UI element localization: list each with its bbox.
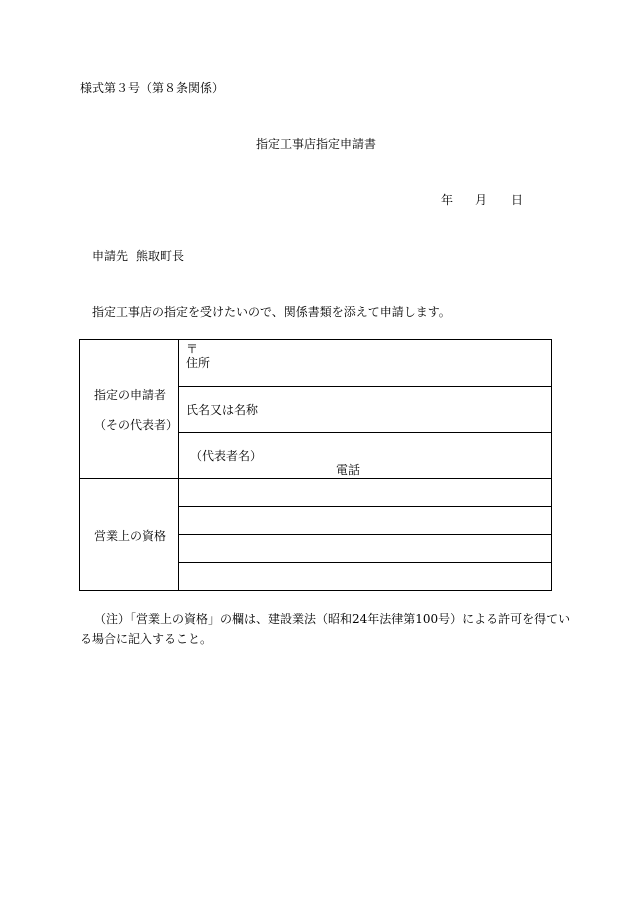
applicant-representative-label: （その代表者） bbox=[94, 418, 179, 432]
name-field-label: 氏名又は名称 bbox=[186, 403, 259, 417]
table-row-divider bbox=[178, 432, 551, 433]
recipient-value: 熊取町長 bbox=[136, 249, 185, 263]
table-row-divider bbox=[178, 534, 551, 535]
date-year-label: 年 bbox=[441, 193, 454, 207]
note-line-1: （注）「営業上の資格」の欄は、建設業法（昭和24年法律第100号）による許可を得てい bbox=[94, 612, 571, 626]
form-number: 様式第３号（第８条関係） bbox=[80, 81, 225, 95]
table-row-divider bbox=[178, 562, 551, 563]
phone-field-label: 電話 bbox=[336, 463, 361, 477]
applicant-label: 指定の申請者 bbox=[94, 388, 167, 402]
application-form-table bbox=[79, 339, 552, 591]
application-statement: 指定工事店の指定を受けたいので、関係書類を添えて申請します。 bbox=[92, 305, 451, 319]
recipient-label: 申請先 bbox=[92, 249, 129, 263]
note-line-2: る場合に記入すること。 bbox=[80, 632, 213, 646]
document-title: 指定工事店指定申請書 bbox=[256, 137, 377, 151]
address-field-label: 住所 bbox=[186, 356, 211, 370]
representative-name-label: （代表者名） bbox=[190, 449, 263, 463]
table-row-divider bbox=[178, 506, 551, 507]
date-month-label: 月 bbox=[475, 193, 488, 207]
business-qualification-label: 営業上の資格 bbox=[94, 529, 167, 543]
table-row-divider bbox=[178, 386, 551, 387]
table-column-divider bbox=[178, 340, 179, 590]
table-section-divider bbox=[80, 478, 551, 479]
postal-mark: 〒 bbox=[186, 342, 199, 356]
date-day-label: 日 bbox=[511, 193, 524, 207]
